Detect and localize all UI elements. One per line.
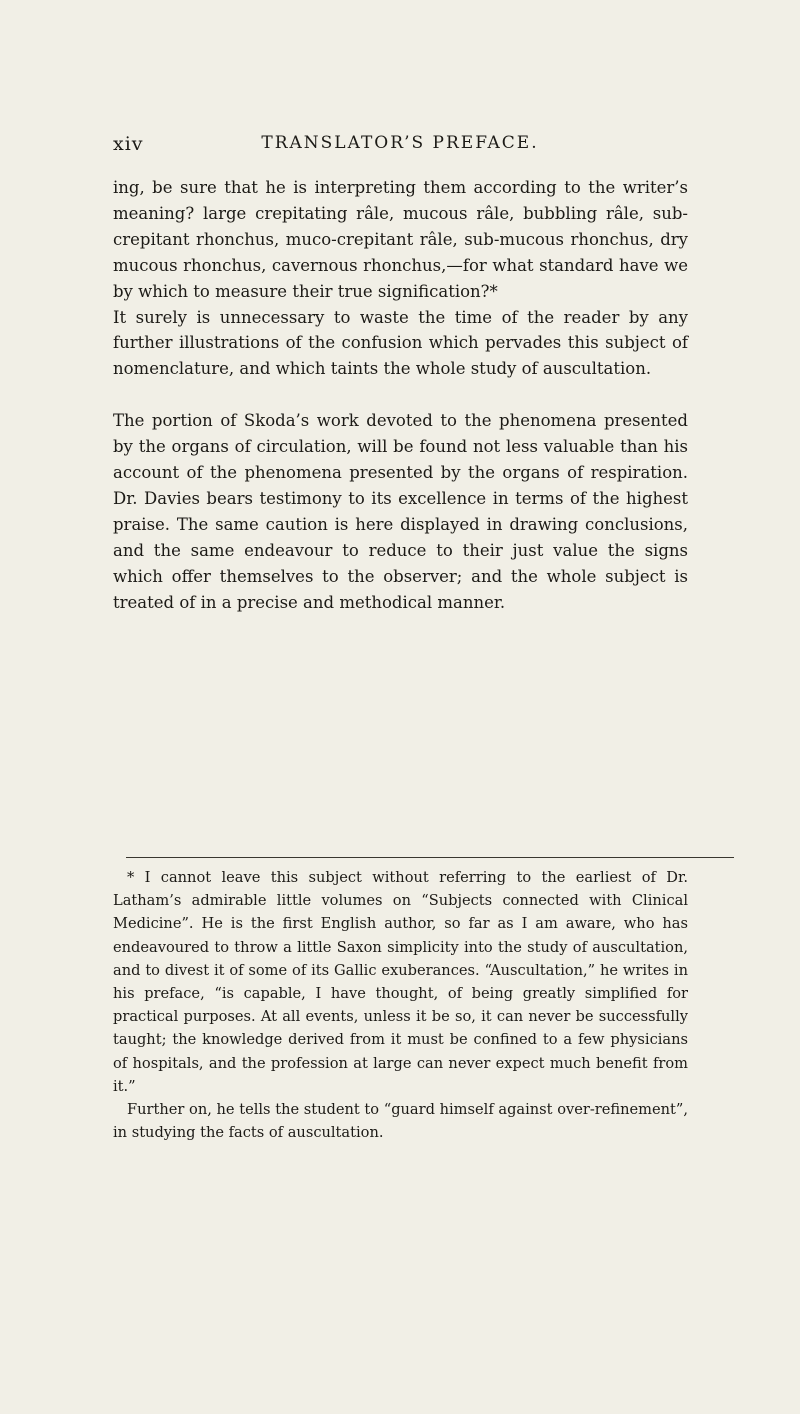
paragraph-gap: [113, 382, 688, 408]
main-text: [113, 175, 688, 616]
footnote-rule: [126, 857, 734, 858]
footnote-paragraph: * I cannot leave this subject without referring to the earliest of Dr. Latham’s admirable little volumes on “Subjects connected with Clinical Medicine”. He is the first English author, so far as I am aware, who has endeavoured to throw a little Saxon simplicity into the study of auscultation, and to divest it of some of its Gallic exuberances. “Auscultation,” he writes in his preface, “is capable, I have thought, of being greatly simplified for practical purposes. At all events, unless it be so, it can never be successfully taught; the knowledge derived from it must be confined to a few physicians of hospitals, and the profession at large can never expect much benefit from it.”: [113, 869, 688, 1095]
footnote: [113, 866, 688, 1144]
page-header: [0, 133, 800, 163]
page-number: xiv: [113, 133, 144, 155]
footnote-paragraph-continued: Further on, he tells the student to “guard himself against over-refinement”, in studying the facts of auscultation.: [113, 1101, 688, 1142]
paragraph-nomenclature: It surely is unnecessary to waste the time of the reader by any further illustrations of the confusion which pervades this subject of nomenclature, and which taints the whole study of auscultation.: [113, 307, 688, 379]
paragraph-continuation: ing, be sure that he is interpreting them according to the writer’s meaning? large crepitating râle, mucous râle, bubbling râle, sub-crepitant rhonchus, muco-crepitant râle, sub-mucous rhonchus, dry mucous rhonchus, cavernous rhonchus,—for what standard have we by which to measure their true signification?*: [113, 178, 688, 301]
running-head: TRANSLATOR’S PREFACE.: [261, 133, 539, 153]
paragraph-circulation: The portion of Skoda’s work devoted to the phenomena presented by the organs of circulation, will be found not less valuable than his account of the phenomena presented by the organs of respiration. Dr. Davies bears testimony to its excellence in terms of the highest praise. The same caution is here displayed in drawing conclusions, and the same endeavour to reduce to their just value the signs which offer themselves to the observer; and the whole subject is treated of in a precise and methodical manner.: [113, 411, 688, 612]
